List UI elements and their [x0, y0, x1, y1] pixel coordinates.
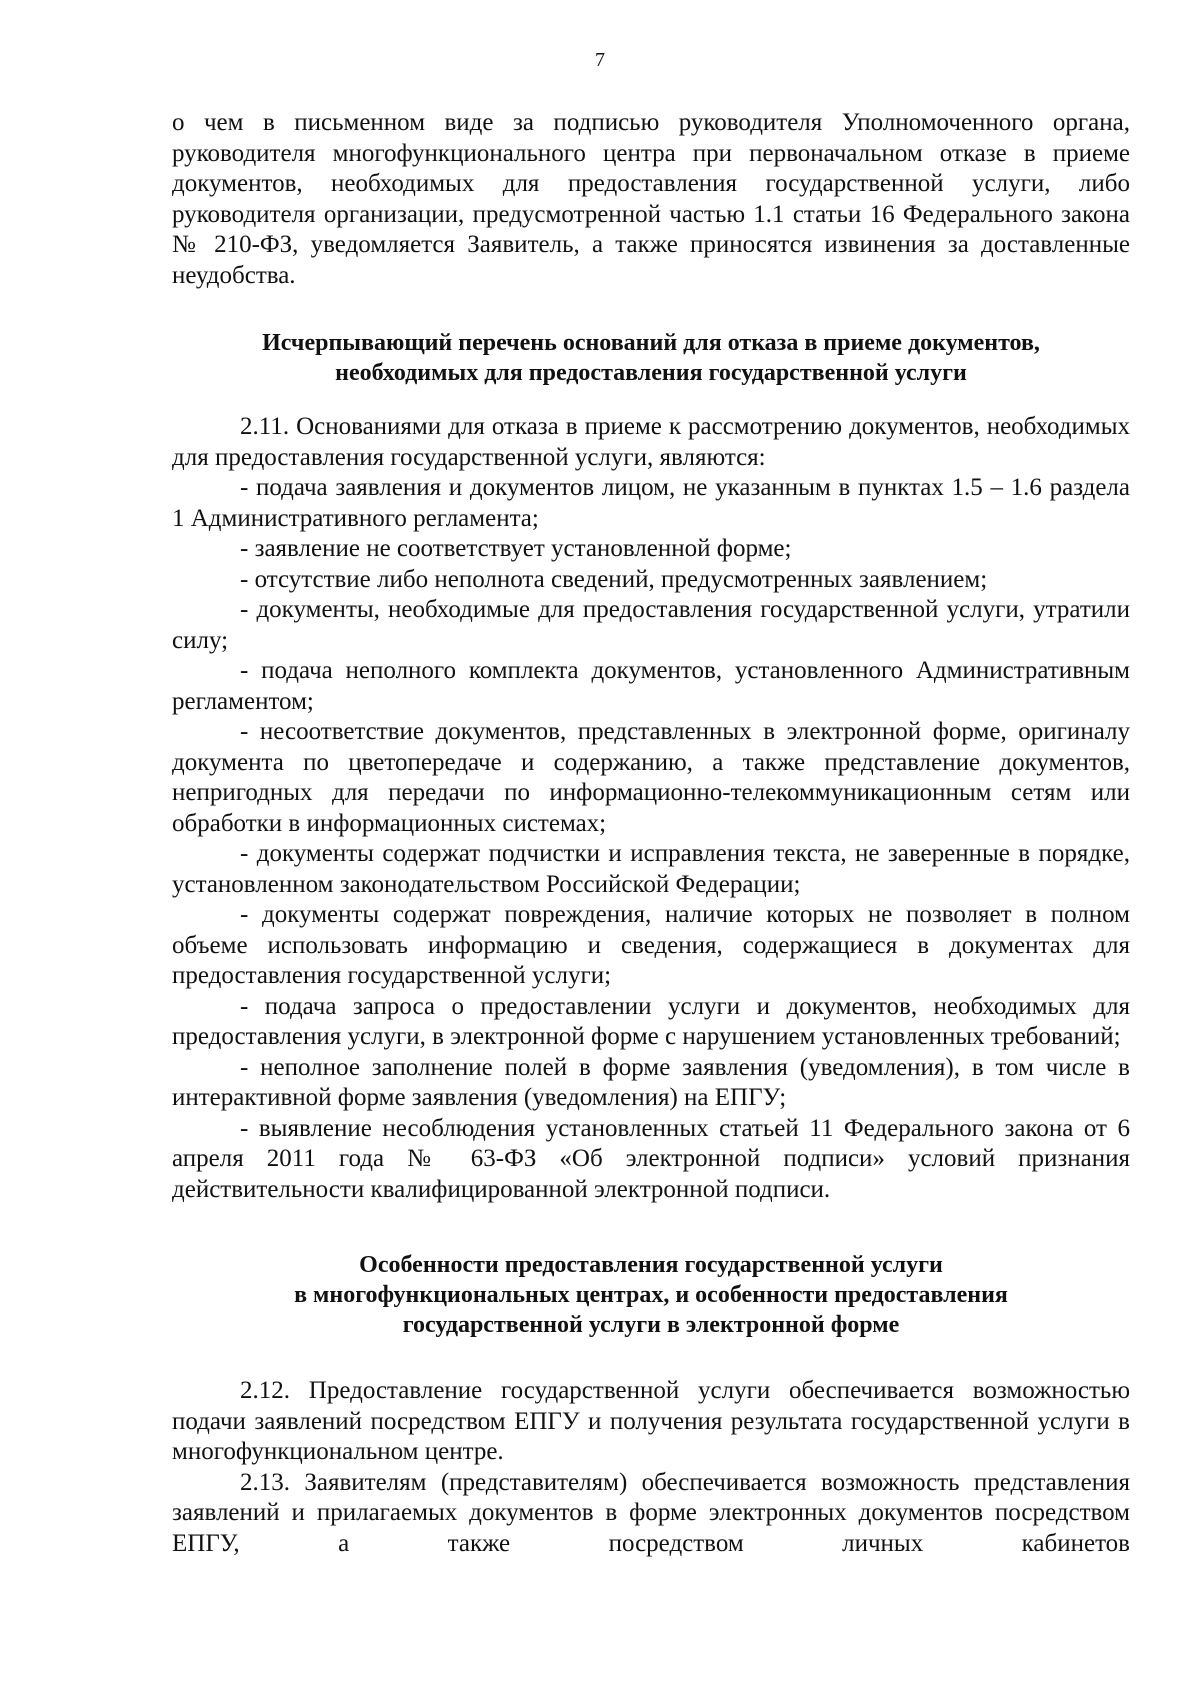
list-item: - документы содержат подчистки и исправления текста, не заверенные в порядке, установленном законодательством Российской Федерации;: [172, 840, 1130, 898]
list-item: - выявление несоблюдения установленных статьей 11 Федерального закона от 6 апреля 2011 года № 63-ФЗ «Об электронной подписи» условий признания действительности квалифицированной электронной подписи.: [172, 1114, 1130, 1203]
intro-paragraph: о чем в письменном виде за подписью руководителя Уполномоченного органа, руководителя многофункционального центра при первоначальном отказе в приеме документов, необходимых для предоставления государственной услуги, либо руководителя организации, предусмотренной частью 1.1 статьи 16 Федерального закона № 210-ФЗ, уведомляется Заявитель, а также приносятся извинения за доставленные неудобства.: [172, 109, 1130, 289]
heading-line: в многофункциональных центрах, и особенности предоставления: [294, 1282, 1008, 1308]
paragraph-2-13: 2.13. Заявителям (представителям) обеспечивается возможность представления заявлений и прилагаемых документов в форме электронных документов посредством ЕПГУ, а также посредством личных кабинетов: [172, 1468, 1130, 1557]
paragraph-2-11: 2.11. Основаниями для отказа в приеме к рассмотрению документов, необходимых для предоставления государственной услуги, являются:: [172, 413, 1130, 471]
section2-heading: [172, 1250, 1130, 1340]
list-item: - документы содержат повреждения, наличие которых не позволяет в полном объеме использовать информацию и сведения, содержащиеся в документах для предоставления государственной услуги;: [172, 901, 1130, 989]
heading-line: государственной услуги в электронной форме: [402, 1312, 900, 1338]
list-item: - отсутствие либо неполнота сведений, предусмотренных заявлением;: [240, 565, 988, 593]
list-item: - документы, необходимые для предоставления государственной услуги, утратили силу;: [172, 596, 1130, 654]
section-heading: [172, 328, 1130, 388]
paragraph-2-12: 2.12. Предоставление государственной услуги обеспечивается возможностью подачи заявлений посредством ЕПГУ и получения результата государственной услуги в многофункциональном центре.: [172, 1377, 1130, 1465]
intro-block: [172, 108, 1130, 291]
section1-heading: [172, 328, 1130, 388]
section-heading: [172, 1250, 1130, 1340]
list-item: - подача заявления и документов лицом, не указанным в пунктах 1.5 – 1.6 раздела 1 Административного регламента;: [172, 474, 1130, 532]
list-item: - неполное заполнение полей в форме заявления (уведомления), в том числе в интерактивной форме заявления (уведомления) на ЕПГУ;: [172, 1053, 1130, 1111]
heading-line: Исчерпывающий перечень оснований для отказа в приеме документов,: [262, 330, 1040, 356]
list-item: - несоответствие документов, представленных в электронной форме, оригиналу документа по цветопередаче и содержанию, а также представление документов, непригодных для передачи по информационно-телекоммуникационным сетям или обработки в информационных системах;: [172, 718, 1130, 837]
list-item: - заявление не соответствует установленной форме;: [240, 535, 792, 562]
page-number: 7: [595, 49, 605, 71]
list-item: - подача неполного комплекта документов, установленного Административным регламентом;: [172, 657, 1130, 715]
heading-line: Особенности предоставления государственной услуги: [359, 1252, 943, 1278]
section2-body: [172, 1376, 1130, 1559]
heading-line: необходимых для предоставления государственной услуги: [335, 360, 967, 386]
list-item: - подача запроса о предоставлении услуги и документов, необходимых для предоставления услуги, в электронной форме с нарушением установленных требований;: [172, 992, 1130, 1050]
section1-body: [172, 412, 1130, 1205]
